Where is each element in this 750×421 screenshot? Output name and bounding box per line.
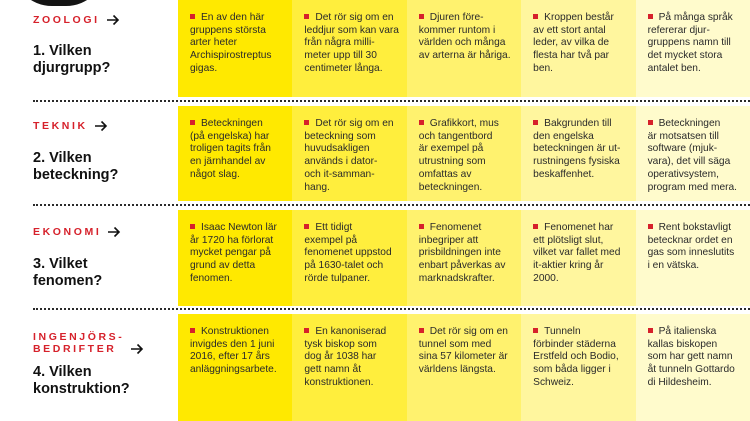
clue-cell [636,210,750,306]
clue-line: som har gett namn [647,351,733,363]
clue-line: används i dator- [304,156,378,168]
bullet-square-icon [533,14,538,19]
clue-line: arter heter [190,37,237,49]
clue-line: världen och många [418,37,506,49]
clue-line: en järnhandel av [190,156,266,168]
clue-line: fenomenet uppstod [304,247,392,259]
clue-cell [292,314,406,421]
clue-line: program med mera. [647,181,738,193]
clue-line: och it-samman- [304,168,375,180]
clue-line: det mycket stora [647,50,723,62]
clue-line: prisbildningen inte [418,247,501,259]
clue-line: antalet ben. [647,62,701,74]
clue-line: sina 57 kilometer är [418,351,508,363]
clue-line: Tunneln [544,326,581,337]
clue-line: är exempel på [418,143,484,155]
clue-line: exempel på [304,234,358,246]
clue-line: utrustning som [418,156,486,168]
clue-line: förbinder städerna [533,338,616,350]
clue-line: kallas biskopen [647,338,718,350]
clue-line: refererar djur- [647,24,710,36]
category-heading [33,331,173,355]
clue-line: inbegriper att [418,234,479,246]
clue-line: som båda ligger i [533,364,611,376]
clue-cell [636,0,750,97]
clue-line: beteckningen. [418,181,483,193]
bullet-square-icon [190,328,195,333]
clue-line: rustningens fysiska [533,156,620,168]
clue-line: Djuren före- [429,12,484,23]
question-block [33,106,173,184]
clue-line: ben. [533,62,553,74]
clue-line: Det rör sig om en [429,326,508,337]
clue-line: Det rör sig om en [315,118,394,129]
clue-line: flesta har två par [533,50,610,62]
clue-line: software (mjuk- [647,143,718,155]
category-label: EKONOMI [33,226,102,238]
bullet-square-icon [304,224,309,229]
clue-line: världens längsta. [418,364,496,376]
bullet-square-icon [648,328,653,333]
clue-line: En kanoniserad [315,326,387,337]
question-line: beteckning? [33,167,119,183]
clue-line: Det rör sig om en [315,12,394,23]
row-divider [33,100,750,102]
clue-cells [178,106,750,201]
clue-line: på 1630-talet och [304,260,384,272]
clue-line: En av den här [201,12,265,23]
category-heading [33,120,173,138]
clue-line: något slag. [190,168,240,180]
clue-line: it-aktier kring år [533,260,604,272]
clue-line: Isaac Newton lär [201,222,277,233]
clue-line: Konstruktionen [201,326,269,337]
clue-line: Beteckningen [201,118,263,129]
bullet-square-icon [533,120,538,125]
clue-line: På italienska [658,326,717,337]
clue-line: troligen tagits från [190,143,271,155]
clue-cells [178,314,750,421]
clue-line: gas som inneslutits [647,247,735,259]
clue-line: beskaffenhet. [533,168,595,180]
clue-line: vilket var fallet med [533,247,621,259]
question-line: fenomen? [33,273,103,289]
clue-cell [407,314,521,421]
clue-line: Schweiz. [533,376,574,388]
clue-line: tunnel som med [418,338,492,350]
clue-line: grund av detta [190,260,256,272]
quiz-row [0,314,750,421]
clue-cell [521,210,635,306]
clue-line: gigas. [190,62,218,74]
question-line: djurgrupp? [33,60,111,76]
clue-cell [178,0,292,97]
bullet-square-icon [304,328,309,333]
clue-line: På många språk [658,12,733,23]
clue-cell [178,314,292,421]
clue-line: leddjur som kan vara [304,24,399,36]
clue-line: 2000. [533,272,559,284]
question-block [33,210,173,290]
bullet-square-icon [648,224,653,229]
clue-line: Rent bokstavligt [658,222,732,233]
quiz-row [0,106,750,201]
clue-line: invigdes den 1 juni [190,338,275,350]
clue-line: av ett stort antal [533,24,606,36]
clue-line: gruppens namn till [647,37,731,49]
clue-cell [521,314,635,421]
clue-cell [636,314,750,421]
row-divider [33,308,750,310]
clue-line: rörde tulpaner. [304,272,371,284]
clue-line: av arterna är håriga. [418,50,511,62]
clue-cells [178,0,750,97]
bullet-square-icon [419,120,424,125]
row-divider [33,204,750,206]
bullet-square-icon [533,328,538,333]
clue-line: Beteckningen [658,118,721,129]
clue-cell [292,106,406,201]
clue-line: Archispirostreptus [190,50,272,62]
question-line: 3. Vilket [33,256,88,272]
arrow-right-icon [107,226,121,238]
quiz-row [0,0,750,97]
quiz-row [0,210,750,306]
clue-line: hang. [304,181,330,193]
clue-line: (på engelska) har [190,130,270,142]
clue-cell [521,0,635,97]
clue-line: Grafikkort, mus [429,118,499,129]
clue-line: är motsatsen till [647,130,719,142]
clue-cell [407,210,521,306]
clue-line: meter upp till 30 [304,50,377,62]
question-line: 1. Vilken [33,43,92,59]
clue-cell [636,106,750,201]
clue-line: ett plötsligt slut, [533,234,604,246]
bullet-square-icon [648,120,653,125]
clue-line: Bakgrunden till [544,118,612,129]
question-line: konstruktion? [33,381,130,397]
bullet-square-icon [190,14,195,19]
category-heading [33,14,173,32]
clue-line: i en vätska. [647,260,700,272]
question-title [33,150,173,184]
clue-line: år 1720 ha förlorat [190,234,274,246]
clue-line: från några milli- [304,37,375,49]
clue-line: Ett tidigt [315,222,353,233]
question-line: 4. Vilken [33,364,92,380]
category-label: TEKNIK [33,120,88,132]
clue-line: tysk biskop som [304,338,377,350]
bullet-square-icon [419,224,424,229]
category-label: ZOOLOGI [33,14,100,26]
clue-line: åt tunneln Gottardo [647,364,735,376]
clue-line: centimeter långa. [304,62,383,74]
question-block [33,314,173,398]
clue-line: konstruktionen. [304,376,374,388]
bullet-square-icon [648,14,653,19]
question-title [33,256,173,290]
clue-line: den engelska [533,130,594,142]
clue-cell [292,210,406,306]
clue-line: vara), det vill säga [647,156,731,168]
clue-line: dog år 1038 har [304,351,377,363]
clue-line: omfattas av [418,168,472,180]
clue-line: betecknar ordet en [647,234,733,246]
clue-line: fenomen. [190,272,233,284]
clue-cell [292,0,406,97]
bullet-square-icon [419,328,424,333]
bullet-square-icon [190,224,195,229]
clue-line: och tangentbord [418,130,493,142]
arrow-right-icon [94,120,108,132]
clue-line: 2016, efter 17 års [190,351,270,363]
arrow-right-icon [130,343,144,355]
clue-line: Kroppen består [544,12,614,23]
arrow-right-icon [106,14,120,26]
clue-cell [178,106,292,201]
clue-line: huvudsakligen [304,143,370,155]
clue-line: gruppens största [190,24,266,36]
clue-line: Fenomenet har [544,222,614,233]
bullet-square-icon [304,14,309,19]
clue-line: beteckning som [304,130,376,142]
clue-line: Fenomenet [429,222,482,233]
clue-line: mycket pengar på [190,247,271,259]
question-title [33,43,173,77]
clue-line: operativsystem, [647,168,719,180]
bullet-square-icon [304,120,309,125]
bullet-square-icon [419,14,424,19]
bullet-square-icon [533,224,538,229]
clue-cell [521,106,635,201]
clue-cell [178,210,292,306]
category-label: INGENJÖRS- [33,331,125,343]
clue-line: enbart påverkas av [418,260,506,272]
clue-line: Erstfeld och Bodio, [533,351,619,363]
category-heading [33,226,173,244]
question-line: 2. Vilken [33,150,92,166]
clue-cells [178,210,750,306]
category-label: BEDRIFTER [33,343,117,355]
clue-line: beteckningen är ut- [533,143,621,155]
clue-cell [407,0,521,97]
question-block [33,0,173,77]
clue-line: marknadskrafter. [418,272,495,284]
clue-cell [407,106,521,201]
clue-line: kommer runtom i [418,24,496,36]
clue-line: leder, av vilka de [533,37,610,49]
clue-line: di Hildesheim. [647,376,712,388]
question-title [33,364,173,398]
clue-line: gett namn åt [304,364,362,376]
clue-line: anläggningsarbete. [190,364,277,376]
bullet-square-icon [190,120,195,125]
